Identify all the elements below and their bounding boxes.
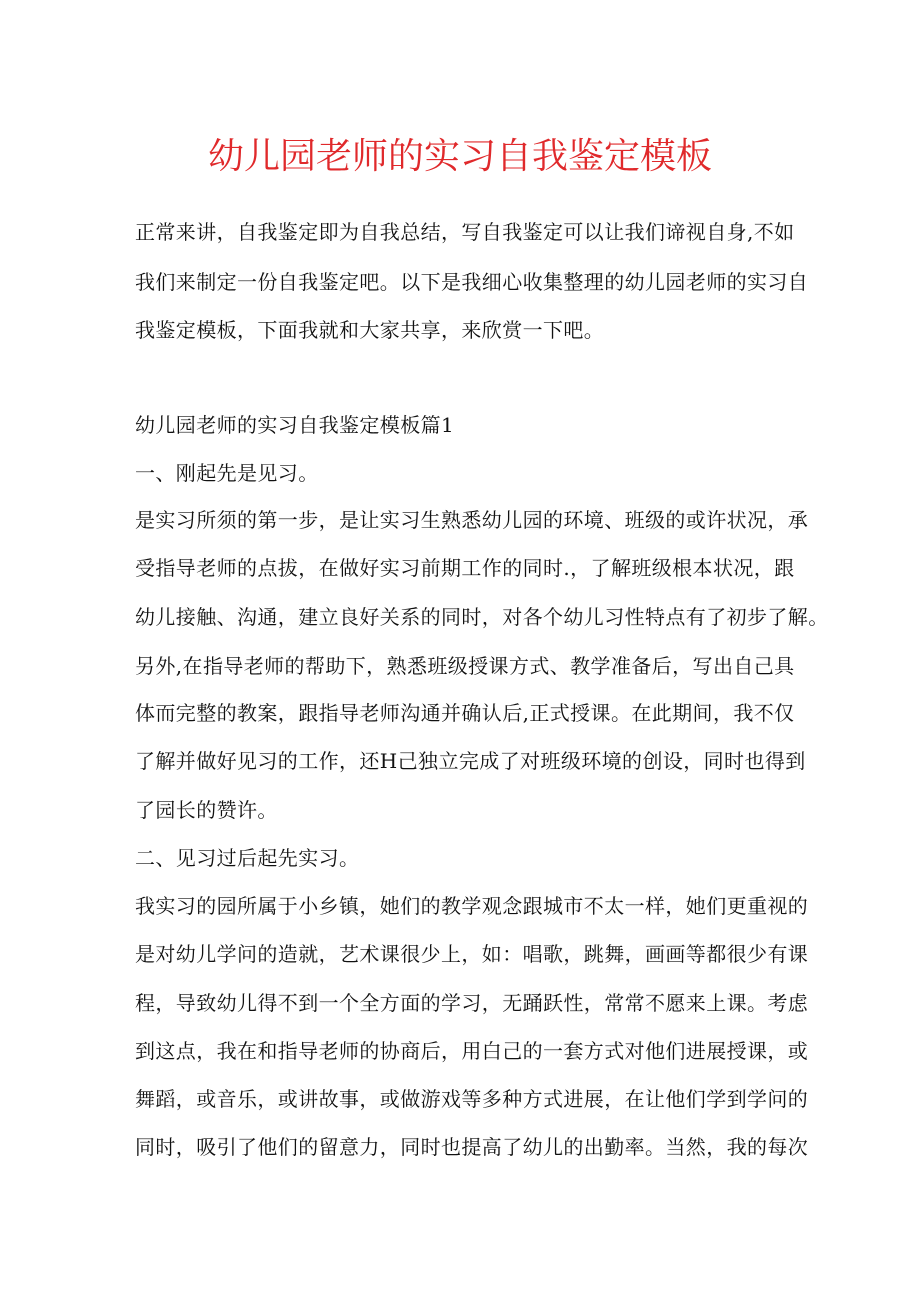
paragraph-line: 幼儿接触、沟通，建立良好关系的同时，对各个幼儿习性特点有了初步了解。	[135, 605, 829, 629]
paragraph-line: 体而完整的教案，跟指导老师沟通并确认后,正式授课。在此期间，我不仅	[135, 701, 795, 725]
paragraph-line: 程，导致幼儿得不到一个全方面的学习，无踊跃性，常常不愿来上课。考虑	[135, 991, 809, 1015]
paragraph-line: 到这点，我在和指导老师的协商后，用白己的一套方式对他们进展授课，或	[135, 1039, 809, 1063]
paragraph-line: 是实习所须的第一步，是让实习生熟悉幼儿园的环境、班级的或许状况，承	[135, 508, 809, 532]
paragraph-line: 受指导老师的点拔，在做好实习前期工作的同时.，了解班级根本状况，跟	[135, 556, 795, 580]
paragraph-line: 另外,在指导老师的帮助下，熟悉班级授课方式、教学准备后，写出自己具	[135, 654, 795, 678]
section-heading: 幼儿园老师的实习自我鉴定模板篇1	[135, 413, 455, 437]
paragraph-line: 同时，吸引了他们的留意力，同时也提高了幼儿的出勤率。当然，我的每次	[135, 1135, 809, 1159]
paragraph-line: 了园长的赞许。	[135, 798, 278, 822]
paragraph-line: 我实习的园所属于小乡镇，她们的教学观念跟城市不太一样，她们更重视的	[135, 894, 809, 918]
paragraph-line: 舞蹈，或音乐，或讲故事，或做游戏等多种方式进展，在让他们学到学问的	[135, 1087, 809, 1111]
part1-heading: 一、刚起先是见习。	[135, 461, 319, 485]
paragraph-line: 了解并做好见习的工作，还H己独立完成了对班级环境的创设，同时也得到	[135, 749, 806, 773]
part2-heading: 二、见习过后起先实习。	[135, 846, 360, 870]
intro-line: 我鉴定模板，下面我就和大家共享，来欣赏一下吧。	[135, 318, 605, 342]
intro-line: 我们来制定一份自我鉴定吧。以下是我细心收集整理的幼儿园老师的实习自	[135, 270, 809, 294]
paragraph-line: 是对幼儿学问的造就，艺术课很少上，如：唱歌，跳舞，画画等都很少有课	[135, 942, 809, 966]
document-title: 幼儿园老师的实习自我鉴定模板	[207, 136, 712, 177]
intro-line: 正常来讲，自我鉴定即为自我总结，写自我鉴定可以让我们谛视自身,不如	[135, 220, 795, 244]
